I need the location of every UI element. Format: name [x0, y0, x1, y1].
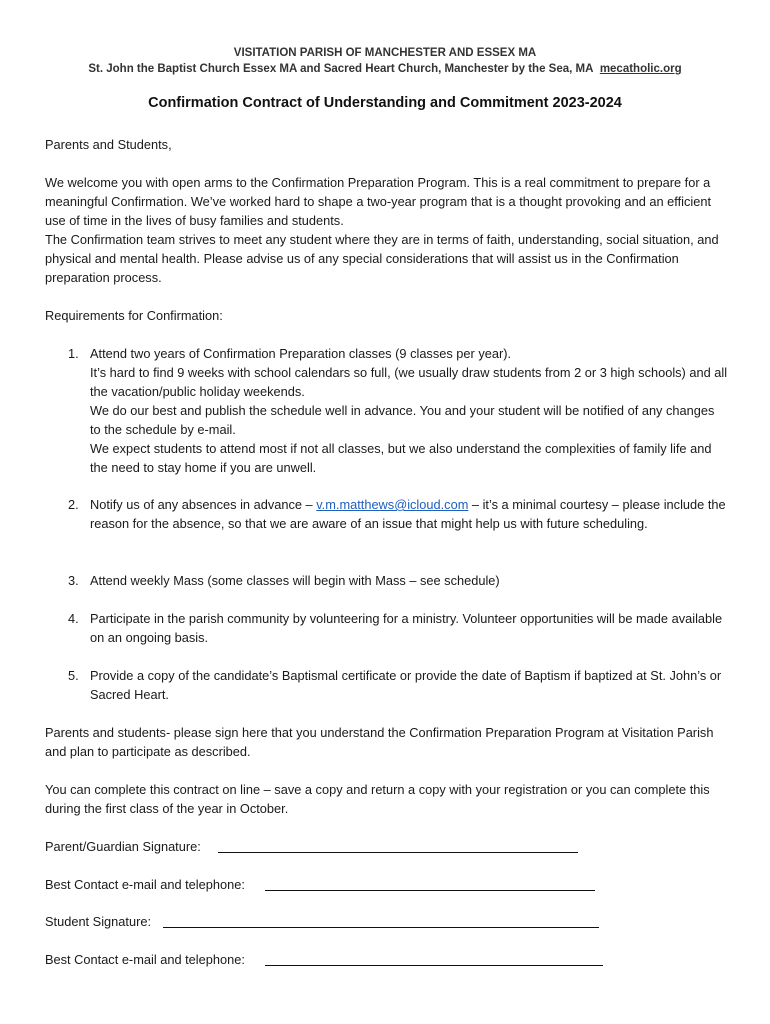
- requirement-number: 4.: [68, 611, 79, 626]
- greeting: Parents and Students,: [45, 137, 172, 152]
- requirement-item: [68, 571, 728, 590]
- requirement-text: Attend weekly Mass (some classes will begin with Mass – see schedule): [90, 573, 500, 588]
- requirement-number: 5.: [68, 668, 79, 683]
- requirement-item: [68, 666, 728, 704]
- closing-paragraph-1: Parents and students- please sign here that you understand the Confirmation Preparation Program at Visitation Parish and plan to participate as described.: [45, 725, 714, 759]
- requirement-number: 3.: [68, 573, 79, 588]
- contact-1-label: Best Contact e-mail and telephone:: [45, 877, 245, 892]
- requirement-text: – it’s a minimal courtesy – please include the reason for the absence, so that we are aware of an issue that might help us with future scheduling.: [90, 497, 726, 531]
- intro-section: [45, 173, 725, 287]
- intro-paragraph-2: The Confirmation team strives to meet any student where they are in terms of faith, understanding, social situation, and physical and mental health. Please advise us of any special considerations that will assist us in the Confirmation preparation process.: [45, 232, 719, 285]
- website-link[interactable]: mecatholic.org: [599, 63, 682, 75]
- requirement-item: [68, 495, 728, 533]
- contact-2-field[interactable]: [265, 965, 603, 966]
- requirement-line: We do our best and publish the schedule well in advance. You and your student will be notified of any changes to the schedule by e-mail.: [90, 403, 715, 437]
- student-signature-label: Student Signature:: [45, 914, 152, 929]
- parent-signature-field[interactable]: [218, 852, 578, 853]
- contact-email-link[interactable]: v.m.matthews@icloud.com: [316, 497, 469, 512]
- requirement-text: Participate in the parish community by volunteering for a ministry. Volunteer opportunities will be made available on an ongoing basis.: [90, 611, 723, 645]
- requirement-number: 2.: [68, 497, 79, 512]
- contact-2-label: Best Contact e-mail and telephone:: [45, 952, 245, 967]
- student-signature-field[interactable]: [163, 927, 599, 928]
- requirement-text: Provide a copy of the candidate’s Baptismal certificate or provide the date of Baptism if baptized at St. John’s or Sacred Heart.: [90, 668, 722, 702]
- parish-header: VISITATION PARISH OF MANCHESTER AND ESSEX MA: [233, 47, 537, 59]
- requirements-heading: Requirements for Confirmation:: [45, 308, 223, 323]
- contact-1-field[interactable]: [265, 890, 595, 891]
- churches-header: [0, 61, 770, 77]
- intro-paragraph-1: We welcome you with open arms to the Confirmation Preparation Program. This is a real commitment to prepare for a meaningful Confirmation. We’ve worked hard to shape a two-year program that is a thought provoking and an efficient use of time in the lives of busy families and students.: [45, 175, 712, 228]
- parent-signature-label: Parent/Guardian Signature:: [45, 839, 201, 854]
- closing-paragraph-2: You can complete this contract on line – save a copy and return a copy with your registration or you can complete this during the first class of the year in October.: [45, 782, 710, 816]
- requirement-line: It’s hard to find 9 weeks with school calendars so full, (we usually draw students from 2 or 3 high schools) and all the vacation/public holiday weekends.: [90, 365, 728, 399]
- requirement-number: 1.: [68, 346, 79, 361]
- requirement-text: Notify us of any absences in advance –: [90, 497, 317, 512]
- churches-text: St. John the Baptist Church Essex MA and Sacred Heart Church, Manchester by the Sea, MA: [88, 63, 594, 75]
- requirement-item: [68, 344, 728, 477]
- requirement-line: Attend two years of Confirmation Preparation classes (9 classes per year).: [90, 346, 512, 361]
- requirement-item: [68, 609, 728, 647]
- requirement-line: We expect students to attend most if not all classes, but we also understand the complexities of family life and the need to stay home if you are unwell.: [90, 441, 712, 475]
- page-title: Confirmation Contract of Understanding and Commitment 2023-2024: [148, 95, 622, 111]
